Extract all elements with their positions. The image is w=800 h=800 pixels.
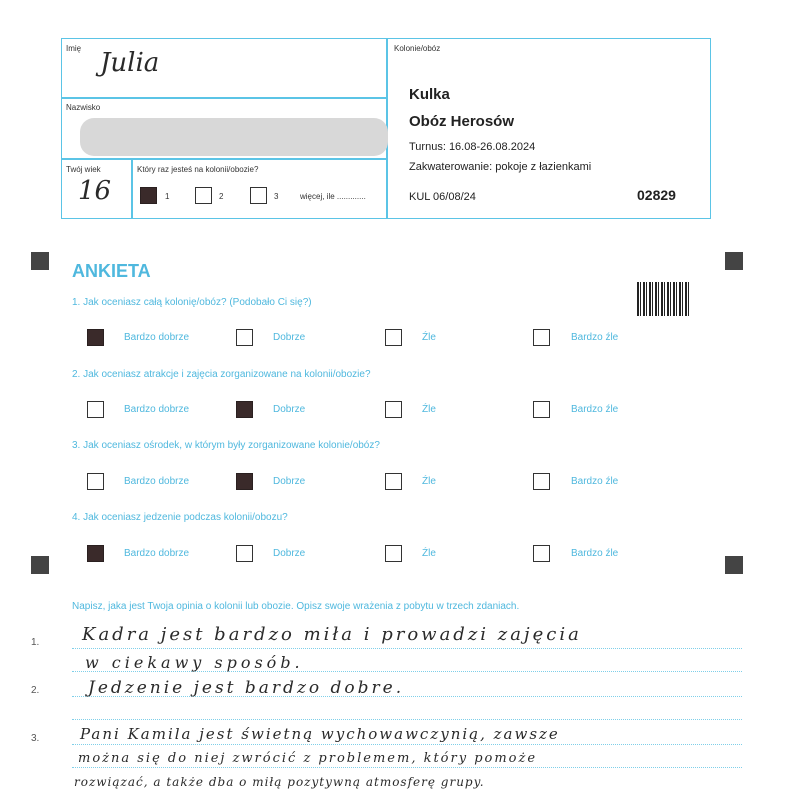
question-4: 4. Jak oceniasz jedzenie podczas kolonii/obozu? bbox=[72, 512, 288, 523]
q2-option-bardzo-dobrze[interactable] bbox=[87, 401, 104, 418]
q2-label-zle: Źle bbox=[422, 404, 436, 415]
barcode-icon bbox=[637, 282, 691, 316]
q3-option-zle[interactable] bbox=[385, 473, 402, 490]
opinion-sentence-3c: rozwiązać, a także dba o miłą pozytywną atmosferę grupy. bbox=[74, 775, 485, 789]
zakwaterowanie: Zakwaterowanie: pokoje z łazienkami bbox=[409, 161, 592, 173]
q2-option-zle[interactable] bbox=[385, 401, 402, 418]
q4-option-bardzo-dobrze[interactable] bbox=[87, 545, 104, 562]
q2-label-bardzo-dobrze: Bardzo dobrze bbox=[124, 404, 190, 415]
q1-label-bardzo-zle: Bardzo źle bbox=[571, 332, 619, 343]
visit-option-3-label: 3 bbox=[274, 192, 279, 201]
survey-title: ANKIETA bbox=[72, 261, 151, 281]
header-row-line bbox=[61, 158, 387, 160]
registration-mark bbox=[31, 252, 49, 270]
opinion-sentence-2: Jedzenie jest bardzo dobre. bbox=[88, 678, 405, 698]
imie-value: Julia bbox=[100, 48, 160, 78]
q4-label-zle: Źle bbox=[422, 548, 436, 559]
registration-mark bbox=[31, 556, 49, 574]
visit-option-2-label: 2 bbox=[219, 192, 224, 201]
q3-label-zle: Źle bbox=[422, 476, 436, 487]
visit-option-1-checkbox[interactable] bbox=[140, 187, 157, 204]
opinion-prompt: Napisz, jaka jest Twoja opinia o kolonii lub obozie. Opisz swoje wrażenia z pobytu w trzech zdaniach. bbox=[72, 601, 520, 612]
camp-location: Kulka bbox=[409, 86, 450, 103]
q4-label-bardzo-dobrze: Bardzo dobrze bbox=[124, 548, 190, 559]
camp-code: KUL 06/08/24 bbox=[409, 191, 476, 203]
q2-label-bardzo-zle: Bardzo źle bbox=[571, 404, 619, 415]
sentence-number-3: 3. bbox=[31, 733, 40, 744]
visit-option-2-checkbox[interactable] bbox=[195, 187, 212, 204]
q3-option-bardzo-zle[interactable] bbox=[533, 473, 550, 490]
header-row-line bbox=[61, 97, 387, 99]
q3-option-dobrze[interactable] bbox=[236, 473, 253, 490]
opinion-sentence-1b: w ciekawy sposób. bbox=[85, 653, 304, 672]
q3-label-dobrze: Dobrze bbox=[273, 476, 306, 487]
wiek-label: Twój wiek bbox=[66, 165, 101, 174]
kolonie-label: Kolonie/obóz bbox=[394, 44, 441, 53]
question-2: 2. Jak oceniasz atrakcje i zajęcia zorganizowane na kolonii/obozie? bbox=[72, 369, 371, 380]
visit-more-label: więcej, ile ............. bbox=[300, 192, 366, 201]
q1-label-bardzo-dobrze: Bardzo dobrze bbox=[124, 332, 190, 343]
q4-option-bardzo-zle[interactable] bbox=[533, 545, 550, 562]
q1-option-zle[interactable] bbox=[385, 329, 402, 346]
q1-option-dobrze[interactable] bbox=[236, 329, 253, 346]
visit-option-1-label: 1 bbox=[165, 192, 170, 201]
imie-label: Imię bbox=[66, 44, 82, 53]
q1-label-dobrze: Dobrze bbox=[273, 332, 306, 343]
q1-label-zle: Źle bbox=[422, 332, 436, 343]
opinion-sentence-3a: Pani Kamila jest świetną wychowawczynią, zawsze bbox=[80, 725, 560, 743]
q4-label-bardzo-zle: Bardzo źle bbox=[571, 548, 619, 559]
redacted-surname bbox=[80, 118, 388, 156]
camp-name: Obóz Herosów bbox=[409, 113, 515, 130]
registration-mark bbox=[725, 252, 743, 270]
writing-line bbox=[72, 648, 742, 649]
sentence-number-2: 2. bbox=[31, 685, 40, 696]
q4-option-zle[interactable] bbox=[385, 545, 402, 562]
q1-option-bardzo-dobrze[interactable] bbox=[87, 329, 104, 346]
q3-option-bardzo-dobrze[interactable] bbox=[87, 473, 104, 490]
writing-line bbox=[72, 719, 742, 720]
q3-label-bardzo-zle: Bardzo źle bbox=[571, 476, 619, 487]
writing-line bbox=[72, 744, 742, 745]
q1-option-bardzo-zle[interactable] bbox=[533, 329, 550, 346]
registration-mark bbox=[725, 556, 743, 574]
opinion-sentence-3b: można się do niej zwrócić z problemem, który pomoże bbox=[78, 751, 538, 766]
nazwisko-label: Nazwisko bbox=[66, 103, 101, 112]
form-number: 02829 bbox=[637, 187, 676, 203]
question-1: 1. Jak oceniasz całą kolonię/obóz? (Podobało Ci się?) bbox=[72, 297, 312, 308]
q4-option-dobrze[interactable] bbox=[236, 545, 253, 562]
visit-option-3-checkbox[interactable] bbox=[250, 187, 267, 204]
writing-line bbox=[72, 767, 742, 768]
header-cell-divider bbox=[131, 158, 133, 219]
q3-label-bardzo-dobrze: Bardzo dobrze bbox=[124, 476, 190, 487]
question-3: 3. Jak oceniasz ośrodek, w którym były zorganizowane kolonie/obóz? bbox=[72, 440, 380, 451]
q4-label-dobrze: Dobrze bbox=[273, 548, 306, 559]
q2-option-dobrze[interactable] bbox=[236, 401, 253, 418]
q2-option-bardzo-zle[interactable] bbox=[533, 401, 550, 418]
ktory-raz-label: Który raz jesteś na kolonii/obozie? bbox=[137, 165, 259, 174]
sentence-number-1: 1. bbox=[31, 637, 40, 648]
turnus: Turnus: 16.08-26.08.2024 bbox=[409, 141, 536, 153]
wiek-value: 16 bbox=[78, 176, 112, 206]
opinion-sentence-1a: Kadra jest bardzo miła i prowadzi zajęcia bbox=[82, 624, 582, 645]
q2-label-dobrze: Dobrze bbox=[273, 404, 306, 415]
